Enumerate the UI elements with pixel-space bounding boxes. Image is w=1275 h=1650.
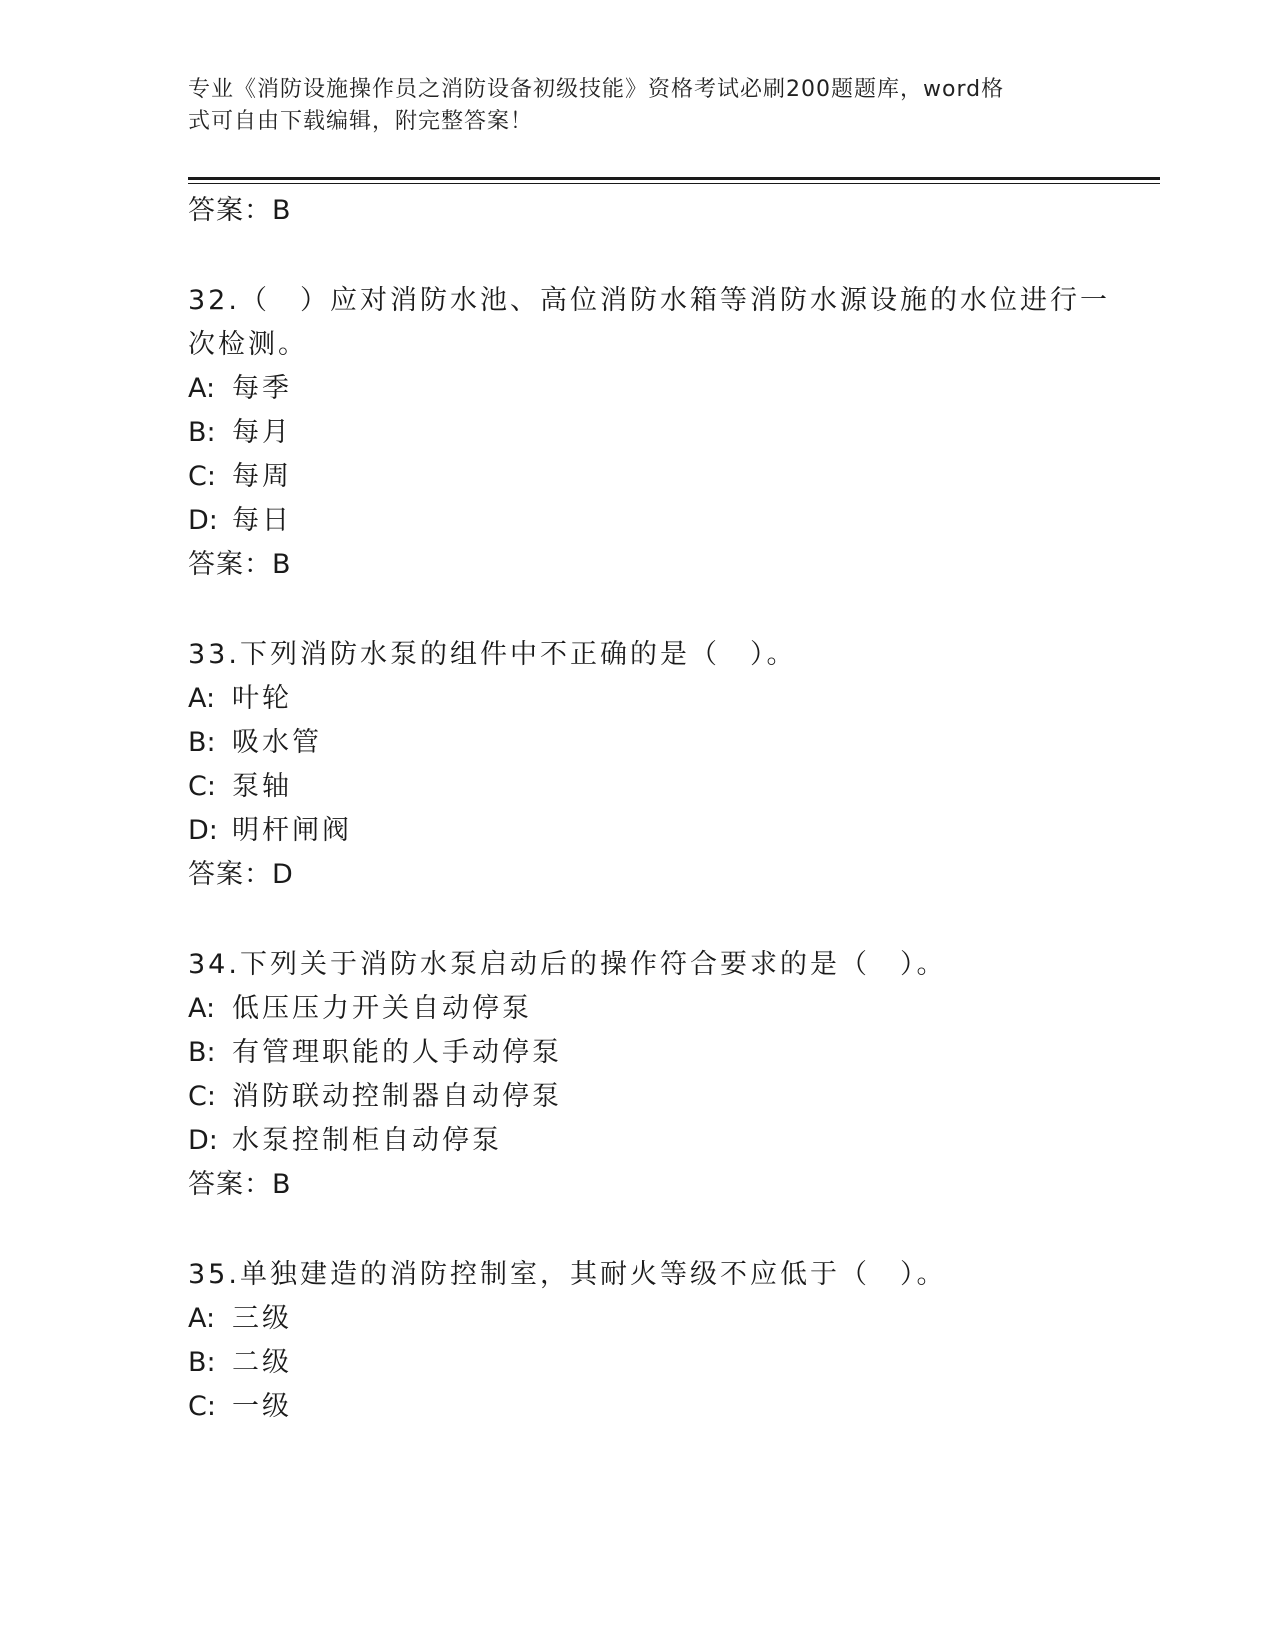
option-prefix: D: — [188, 505, 218, 536]
option-prefix: A: — [188, 993, 216, 1024]
option-text: 水泵控制柜自动停泵 — [232, 1125, 502, 1156]
question-33-stem: 33.下列消防水泵的组件中不正确的是（ ）。 — [188, 639, 797, 670]
option-prefix: B: — [188, 727, 216, 758]
question-33-answer: 答案：D — [188, 859, 294, 890]
option-prefix: A: — [188, 1303, 216, 1334]
question-34-option-d — [188, 1123, 502, 1159]
option-prefix: B: — [188, 1347, 216, 1378]
header-line-1: 专业《消防设施操作员之消防设备初级技能》资格考试必刷200题题库，word格 — [188, 77, 1005, 102]
question-34-answer: 答案：B — [188, 1169, 292, 1200]
question-33-option-a — [188, 681, 292, 717]
option-prefix: D: — [188, 815, 218, 846]
option-text: 低压压力开关自动停泵 — [232, 993, 532, 1024]
option-prefix: C: — [188, 461, 216, 492]
header-rule-thin — [188, 183, 1160, 184]
option-text: 每季 — [232, 373, 292, 404]
question-34-option-a — [188, 991, 532, 1027]
option-text: 有管理职能的人手动停泵 — [232, 1037, 562, 1068]
question-35-option-c — [188, 1389, 292, 1425]
option-text: 叶轮 — [232, 683, 292, 714]
option-text: 每周 — [232, 461, 292, 492]
option-prefix: B: — [188, 1037, 216, 1068]
option-text: 消防联动控制器自动停泵 — [232, 1081, 562, 1112]
option-text: 每日 — [232, 505, 292, 536]
question-32-option-c — [188, 459, 292, 495]
question-32-option-a — [188, 371, 292, 407]
question-33-option-c — [188, 769, 292, 805]
header-line-2: 式可自由下载编辑，附完整答案！ — [188, 109, 534, 134]
option-text: 吸水管 — [232, 727, 322, 758]
option-text: 明杆闸阀 — [232, 815, 352, 846]
question-32-stem-line-1: 32.（ ）应对消防水池、高位消防水箱等消防水源设施的水位进行一 — [188, 285, 1110, 316]
question-34-option-b — [188, 1035, 562, 1071]
option-prefix: A: — [188, 683, 216, 714]
question-35-stem: 35.单独建造的消防控制室，其耐火等级不应低于（ ）。 — [188, 1259, 947, 1290]
question-35-option-b — [188, 1345, 292, 1381]
question-35-option-a — [188, 1301, 292, 1337]
option-text: 每月 — [232, 417, 292, 448]
option-text: 泵轴 — [232, 771, 292, 802]
question-34-stem: 34.下列关于消防水泵启动后的操作符合要求的是（ ）。 — [188, 949, 947, 980]
option-prefix: A: — [188, 373, 216, 404]
option-prefix: C: — [188, 771, 216, 802]
question-33-option-b — [188, 725, 322, 761]
option-text: 三级 — [232, 1303, 292, 1334]
option-text: 二级 — [232, 1347, 292, 1378]
option-prefix: C: — [188, 1081, 216, 1112]
question-32-option-b — [188, 415, 292, 451]
answer-previous: 答案：B — [188, 195, 292, 226]
document-header — [188, 74, 1068, 138]
question-32-stem-line-2: 次检测。 — [188, 329, 308, 360]
option-prefix: C: — [188, 1391, 216, 1422]
question-34-option-c — [188, 1079, 562, 1115]
option-text: 一级 — [232, 1391, 292, 1422]
question-32-answer: 答案：B — [188, 549, 292, 580]
question-32-option-d — [188, 503, 292, 539]
option-prefix: B: — [188, 417, 216, 448]
header-rule-thick — [188, 177, 1160, 180]
option-prefix: D: — [188, 1125, 218, 1156]
question-33-option-d — [188, 813, 352, 849]
